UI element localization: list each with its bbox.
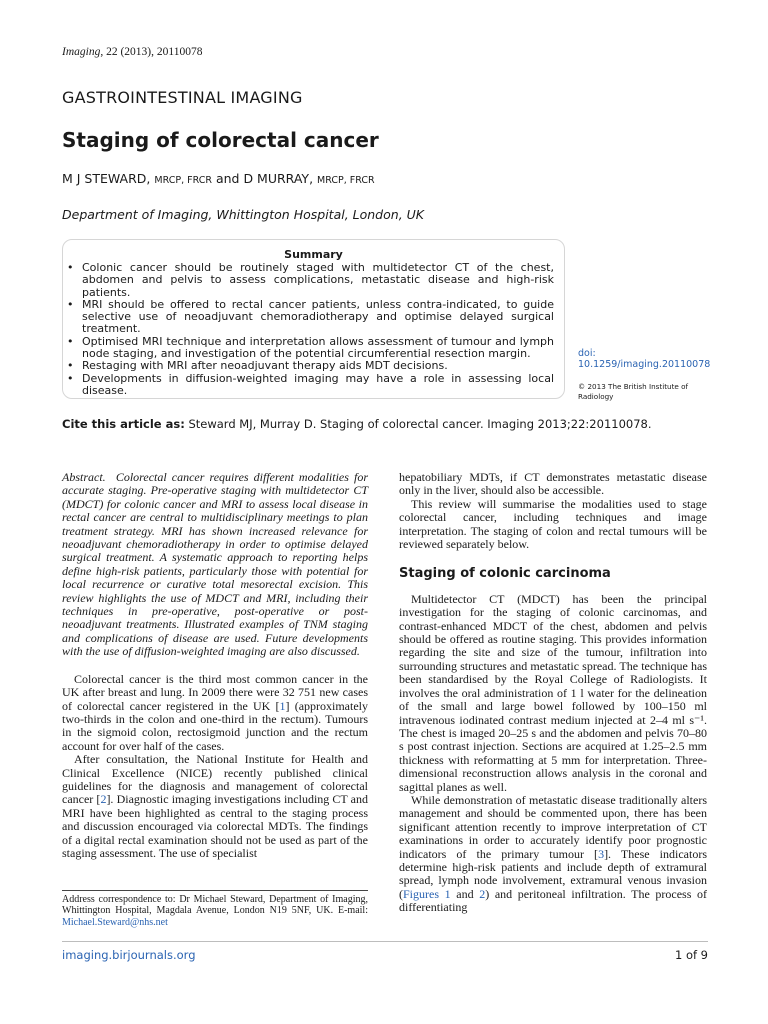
paragraph: This review will summarise the modalities used to stage colorectal cancer, including techniques and image interpretation. The staging of colon and rectal tumours will be reviewed separately below.	[399, 496, 707, 552]
author-1: M J STEWARD,	[62, 171, 151, 186]
paragraph	[62, 673, 368, 753]
correspondence-address	[62, 894, 368, 928]
paragraph-text: After consultation, the National Institute for Health and Clinical Excellence (NICE) recently published clinical guidelines for the diagnosis and management of colorectal cancer [	[62, 752, 368, 807]
paragraph: hepatobiliary MDTs, if CT demonstrates metastatic disease only in the liver, should also be accessible.	[399, 470, 707, 498]
abstract-label: Abstract.	[62, 470, 106, 484]
abstract	[62, 471, 368, 659]
section-label: GASTROINTESTINAL IMAGING	[62, 88, 303, 107]
summary-list	[66, 262, 554, 397]
paragraph	[62, 753, 368, 860]
paragraph-text: ] (approximately two-thirds in the colon and one-third in the rectum). Tumours in the sigmoid colon, rectosigmoid junction and the rectum account for over half of the cases.	[62, 698, 368, 753]
figure-link[interactable]: 2	[479, 886, 486, 901]
citation-label: Cite this article as:	[62, 417, 185, 431]
journal-site-link[interactable]: imaging.birjournals.org	[62, 948, 196, 962]
footer-rule	[62, 941, 708, 942]
summary-item: • Restaging with MRI after neoadjuvant therapy aids MDT decisions.	[66, 360, 554, 372]
author-2: D MURRAY,	[243, 171, 314, 186]
journal-volume: , 22 (2013), 20110078	[100, 46, 203, 58]
affiliation: Department of Imaging, Whittington Hospital, London, UK	[62, 207, 424, 222]
paragraph-text: Colorectal cancer is the third most common cancer in the UK after breast and lung. In 2009 there were 32 751 new cases of colorectal cancer registered in the UK [	[62, 671, 368, 713]
citation-text: Steward MJ, Murray D. Staging of colorectal cancer. Imaging 2013;22:20110078.	[188, 417, 652, 431]
journal-reference	[62, 46, 202, 58]
paragraph-text: and	[450, 886, 480, 901]
citation-line	[62, 417, 652, 431]
paragraph: Multidetector CT (MDCT) has been the principal investigation for the staging of colonic carcinomas, and contrast-enhanced MDCT of the chest, abdomen and pelvis should be offered as routine staging. This provides information regarding the site and size of the tumour, infiltration into surrounding structures and metastatic spread. The technique has been standardised by the Royal College of Radiologists. It involves the oral administration of 1 l water for the delineation of the small and large bowel followed by 100–150 ml intravenous iodinated contrast medium injected at 2–4 ml s⁻¹. The chest is imaged 20–25 s and the abdomen and pelvis 70–80 s post contrast injection. Sections are acquired at 1.25–2.5 mm thickness with reformatting at 5 mm for interpretation. Three-dimensional reconstruction allows analysis in the coronal and sagittal planes as well.	[399, 591, 707, 794]
summary-item: • Optimised MRI technique and interpretation allows assessment of tumour and lymph node staging, and investigation of the potential circumferential resection margin.	[66, 336, 554, 361]
page-number: 1 of 9	[674, 948, 708, 962]
summary-item: • MRI should be offered to rectal cancer patients, unless contra-indicated, to guide selective use of neoadjuvant chemoradiotherapy and optimise delayed surgical treatment.	[66, 299, 554, 336]
email-link[interactable]: Michael.Steward@nhs.net	[62, 916, 168, 928]
paragraph	[399, 794, 707, 915]
paragraph-text: ) and peritoneal infiltration. The process of differentiating	[399, 886, 707, 915]
copyright-note: © 2013 The British Institute of Radiology	[578, 382, 689, 401]
reference-link[interactable]: 2	[100, 792, 107, 807]
summary-item: • Colonic cancer should be routinely staged with multidetector CT of the chest, abdomen and pelvis to assess complications, metastatic disease and high-risk patients.	[66, 262, 554, 299]
footnote-rule	[62, 890, 368, 891]
figure-link[interactable]: Figures 1	[403, 886, 451, 901]
reference-link[interactable]: 1	[279, 698, 286, 713]
author-line	[62, 171, 375, 186]
summary-item: • Developments in diffusion-weighted imaging may have a role in assessing local disease.	[66, 373, 554, 398]
abstract-text: Colorectal cancer requires different modalities for accurate staging. Pre-operative staging with multidetector CT (MDCT) for colonic cancer and MRI to assess local disease in rectal cancer are central to multidisciplinary meetings to plan treatment strategy. MRI has shown increased relevance for neoadjuvant chemoradiotherapy in order to optimise delayed surgical treatment. A systematic approach to reporting helps define high-risk patients, particularly those with potential for local recurrence or curative total mesorectal excision. This review highlights the use of MDCT and MRI, including their techniques in pre-operative, post-operative or post-neoadjuvant treatments. Illustrated examples of TNM staging and complications of disease are used. Future developments with the use of diffusion-weighted imaging are also discussed.	[62, 470, 368, 659]
summary-title: Summary	[284, 248, 343, 261]
paragraph-text: ]. These indicators determine high-risk patients and include depth of extramural spread, lymph node involvement, extramural venous invasion (	[399, 846, 707, 901]
doi-link[interactable]: doi: 10.1259/imaging.20110078	[578, 348, 711, 370]
article-title: Staging of colorectal cancer	[62, 128, 379, 152]
reference-link[interactable]: 3	[598, 846, 605, 861]
journal-name: Imaging	[62, 46, 101, 58]
left-column	[62, 471, 368, 860]
address-text: Address correspondence to: Dr Michael Steward, Department of Imaging, Whittington Hospital, Magdala Avenue, London N19 5NF, UK. E-mail:	[62, 894, 368, 917]
author-conjunction: and	[215, 171, 240, 186]
right-column	[399, 471, 707, 915]
author-2-degrees: MRCP, FRCR	[317, 175, 375, 186]
paragraph-text: While demonstration of metastatic disease traditionally alters management and should be commented upon, there has been significant attention recently to improve interpretation of CT examinations in order to accurately identify poor prognostic indicators of the primary tumour [	[399, 792, 707, 861]
paragraph-text: ]. Diagnostic imaging investigations including CT and MRI have been highlighted as central to the staging process and discussion encouraged via colorectal MDTs. The findings of a digital rectal examination should not be used as part of the staging assessment. The use of specialist	[62, 792, 369, 860]
author-1-degrees: MRCP, FRCR	[154, 175, 212, 186]
section-heading: Staging of colonic carcinoma	[399, 566, 611, 582]
